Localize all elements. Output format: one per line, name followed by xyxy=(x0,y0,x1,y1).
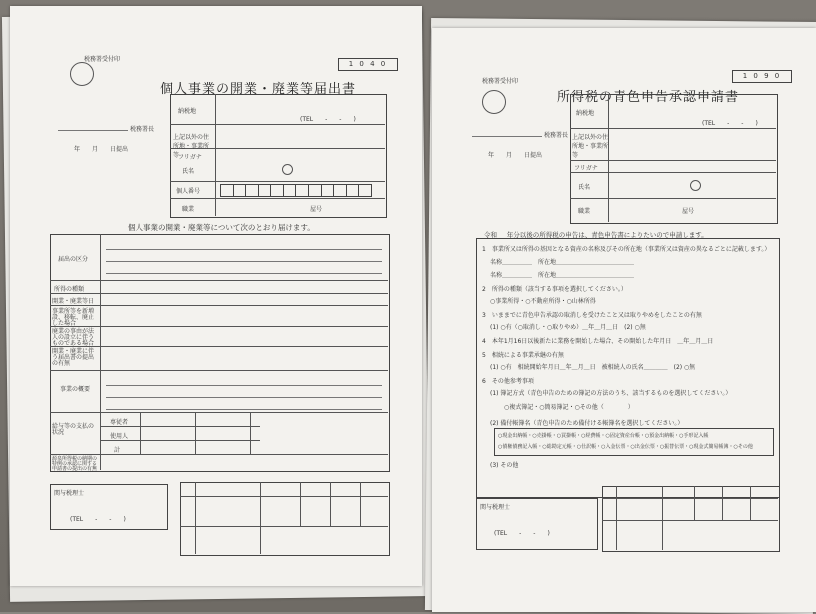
right-intro: 令和___年分以後の所得税の申告は、青色申告書によりたいので申請します。 xyxy=(484,231,708,239)
left-tel-top: (TEL - - ) xyxy=(300,116,356,123)
right-item-12: ○複式簿記・○簡易簿記・○その他（ ） xyxy=(504,404,634,411)
right-item-9: (1) ○有 相続開始年月日＿年＿月＿日 被相続人の氏名＿＿＿＿ (2) ○無 xyxy=(490,364,696,371)
left-date-label: 年 月 日提出 xyxy=(74,146,129,153)
seal-mark-icon xyxy=(282,164,293,175)
left-header-note: 税務署受付印 xyxy=(84,56,121,63)
left-field-4: 個人番号 xyxy=(176,188,201,195)
right-date-label: 年 月 日提出 xyxy=(488,152,543,159)
left-label-3: 事業所等を新増設、移転、廃止した場合 xyxy=(52,308,95,327)
right-seal-mark-icon xyxy=(690,180,701,191)
left-field-3: 氏名 xyxy=(182,168,195,175)
right-item-5: 3 いままでに青色申告承認の取消しを受けたこと又は取りやめをしたことの有無 xyxy=(482,312,702,319)
right-item-0: 1 事業所又は所得の基因となる資産の名称及びその所在地（事業所又は資産の異なるごとに記載します。） xyxy=(482,246,771,253)
right-item-6: (1) ○有（○取消し・○取りやめ）＿年＿月＿日 (2) ○無 xyxy=(490,324,646,331)
left-field-6: 屋号 xyxy=(310,206,323,213)
right-item-8: 5 相続による事業承継の有無 xyxy=(482,352,564,359)
left-label-2: 開業・廃業等日 xyxy=(52,298,95,305)
right-field-2: フリガナ xyxy=(574,165,598,172)
right-item-14: ○現金出納帳・○売掛帳・○買掛帳・○経費帳・○固定資産台帳・○預金出納帳・○手形記入帳 xyxy=(498,433,709,439)
right-item-2: 名称＿＿＿＿＿ 所在地＿＿＿＿＿＿＿＿＿＿＿＿＿ xyxy=(490,272,635,279)
left-field-2: フリガナ xyxy=(178,154,202,161)
right-field-4: 職業 xyxy=(578,208,591,215)
left-field-5: 職業 xyxy=(182,206,195,213)
right-item-15: ○債権債務記入帳・○総勘定元帳・○仕訳帳・○入金伝票・○出金伝票・○振替伝票・○現金式簡易帳簿・○その他 xyxy=(498,444,753,450)
right-form-id-text: 1 0 9 0 xyxy=(742,72,782,80)
right-office-label: 税務署長 xyxy=(544,132,569,139)
left-label-7: 給与等の支払の状況 xyxy=(52,423,95,436)
right-form-sheet xyxy=(432,28,816,612)
left-office-label: 税務署長 xyxy=(130,126,155,133)
left-advisor-label: 関与税理士 xyxy=(54,490,85,497)
left-declaration: 個人事業の開業・廃業等について次のとおり届けます。 xyxy=(128,223,315,232)
right-office-line xyxy=(472,136,542,137)
left-label-5: 開業・廃業に伴う届出書の提出の有無 xyxy=(52,348,95,367)
right-header-note: 税務署受付印 xyxy=(482,78,519,85)
left-office-line xyxy=(58,130,128,131)
left-field-1: 上記以外の住所地・事業所等 xyxy=(173,134,210,159)
left-form-id-text: 1 0 4 0 xyxy=(348,60,388,68)
left-label-0: 届出の区分 xyxy=(58,256,89,263)
right-item-7: 4 本年1月16日以後新たに業務を開始した場合、その開始した年月日 ＿年＿月＿日 xyxy=(482,338,714,345)
salary-row-0: 専従者 xyxy=(110,419,129,426)
right-item-3: 2 所得の種類（該当する事項を選択してください。） xyxy=(482,286,627,293)
salary-row-2: 計 xyxy=(114,447,121,454)
right-item-4: ○事業所得・○不動産所得・○山林所得 xyxy=(490,298,596,305)
right-advisor-label: 関与税理士 xyxy=(480,504,511,511)
right-item-11: (1) 簿記方式（青色申告のための簿記の方法のうち、該当するものを選択してください。） xyxy=(490,390,732,397)
left-form-sheet xyxy=(10,6,422,586)
right-field-0: 納税地 xyxy=(576,110,595,117)
left-label-1: 所得の種類 xyxy=(54,286,85,293)
right-form-id xyxy=(732,70,792,83)
left-office-use-box xyxy=(180,482,390,556)
right-item-13: (2) 備付帳簿名（青色申告のため備付ける帳簿名を選択してください。） xyxy=(490,420,684,427)
left-field-0: 納税地 xyxy=(178,108,197,115)
right-item-10: 6 その他参考事項 xyxy=(482,378,534,385)
right-form-title: 所得税の青色申告承認申請書 xyxy=(557,90,740,105)
left-form-title: 個人事業の開業・廃業等届出書 xyxy=(160,82,357,97)
right-item-16: (3) その他 xyxy=(490,462,519,469)
left-label-6: 事業の概要 xyxy=(60,386,91,393)
left-advisor-tel: (TEL - - ) xyxy=(70,516,126,523)
right-office-use-box xyxy=(602,486,780,552)
right-stamp-circle xyxy=(482,90,506,114)
left-ruled-lines xyxy=(106,238,382,278)
left-label-8: 源泉所得税の納期の特例の承認に関する申請書の提出の有無 xyxy=(52,456,98,472)
right-field-3: 氏名 xyxy=(578,184,591,191)
left-label-4: 廃業の事由が法人の設立に伴うものである場合 xyxy=(52,328,95,347)
salary-row-1: 使用人 xyxy=(110,433,129,440)
individual-number-boxes xyxy=(220,184,372,197)
right-field-5: 屋号 xyxy=(682,208,695,215)
left-form-id xyxy=(338,58,398,71)
right-advisor-tel: (TEL - - ) xyxy=(494,530,550,537)
right-tel-top: (TEL - - ) xyxy=(702,120,758,127)
right-item-1: 名称＿＿＿＿＿ 所在地＿＿＿＿＿＿＿＿＿＿＿＿＿ xyxy=(490,259,635,266)
left-overview-lines xyxy=(106,374,382,410)
right-field-1: 上記以外の住所地・事業所等 xyxy=(572,134,609,159)
right-info-grid xyxy=(570,94,778,224)
stamp-circle xyxy=(70,62,94,86)
